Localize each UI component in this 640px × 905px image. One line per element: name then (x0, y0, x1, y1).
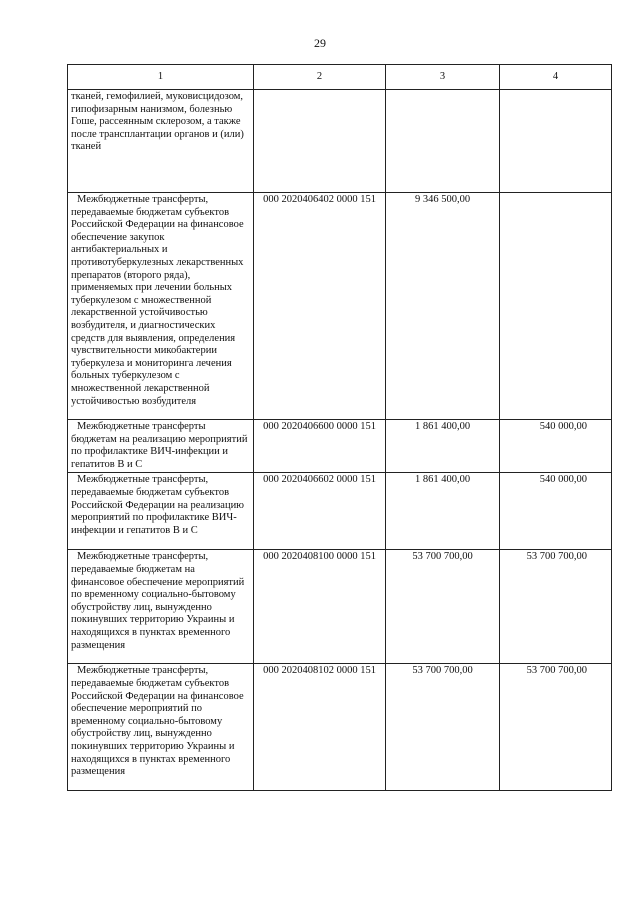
table-header-row (68, 65, 612, 90)
column-header-2: 2 (254, 65, 386, 90)
row-name: Межбюджетные трансферты, передаваемые бюджетам на финансовое обеспечение мероприятий по временному социально-бытовому обустройству лиц, вынужденно покинувших территорию Украины и находящихся в пунктах временного размещения (71, 551, 245, 651)
row-amount-col4 (500, 193, 612, 420)
row-name-cell (68, 90, 254, 193)
budget-table (67, 64, 612, 791)
row-amount-col4: 540 000,00 (500, 473, 612, 550)
table-row (68, 90, 612, 193)
row-code: 000 2020406602 0000 151 (254, 473, 386, 550)
column-header-4: 4 (500, 65, 612, 90)
row-name: тканей, гемофилией, муковисцидозом, гипофизарным нанизмом, болезнью Гоше, рассеянным склерозом, а также после трансплантации органов и (или) тканей (71, 91, 244, 153)
row-amount-col3: 1 861 400,00 (386, 473, 500, 550)
row-amount-col3: 53 700 700,00 (386, 664, 500, 791)
row-name: Межбюджетные трансферты, передаваемые бюджетам субъектов Российской Федерации на финансовое обеспечение мероприятий по временному социально-бытовому обустройству лиц, вынужденно покинувших территорию Украины и находящихся в пунктах временного размещения (71, 665, 244, 778)
table-row (68, 664, 612, 791)
row-code: 000 2020408100 0000 151 (254, 550, 386, 664)
row-code (254, 90, 386, 193)
row-name: Межбюджетные трансферты, передаваемые бюджетам субъектов Российской Федерации на реализацию мероприятий по профилактике ВИЧ-инфекции и гепатитов В и С (71, 474, 245, 536)
row-code: 000 2020406600 0000 151 (254, 420, 386, 473)
row-name-cell (68, 473, 254, 550)
column-header-3: 3 (386, 65, 500, 90)
row-name-cell (68, 193, 254, 420)
row-amount-col4 (500, 90, 612, 193)
row-code: 000 2020408102 0000 151 (254, 664, 386, 791)
table-row (68, 420, 612, 473)
row-amount-col3: 1 861 400,00 (386, 420, 500, 473)
row-amount-col4: 53 700 700,00 (500, 550, 612, 664)
row-name: Межбюджетные трансферты бюджетам на реализацию мероприятий по профилактике ВИЧ-инфекции и гепатитов В и С (71, 421, 248, 470)
table-row (68, 193, 612, 420)
table-row (68, 550, 612, 664)
page-number: 29 (314, 36, 326, 50)
row-amount-col3 (386, 90, 500, 193)
row-name-cell (68, 664, 254, 791)
row-amount-col3: 53 700 700,00 (386, 550, 500, 664)
row-amount-col4: 53 700 700,00 (500, 664, 612, 791)
row-name-cell (68, 550, 254, 664)
table-row (68, 473, 612, 550)
row-name-cell (68, 420, 254, 473)
row-name: Межбюджетные трансферты, передаваемые бюджетам субъектов Российской Федерации на финансовое обеспечение закупок антибактериальных и противотуберкулезных лекарственных препаратов (второго ряда), применяемых при лечении больных туберкулезом с множественной лекарственной устойчивостью возбудителя, и диагностических средств для выявления, определения чувствительности микобактерии туберкулеза и мониторинга лечения больных туберкулезом с множественной лекарственной устойчивостью возбудителя (71, 194, 244, 407)
row-amount-col4: 540 000,00 (500, 420, 612, 473)
row-code: 000 2020406402 0000 151 (254, 193, 386, 420)
row-amount-col3: 9 346 500,00 (386, 193, 500, 420)
column-header-1: 1 (68, 65, 254, 90)
